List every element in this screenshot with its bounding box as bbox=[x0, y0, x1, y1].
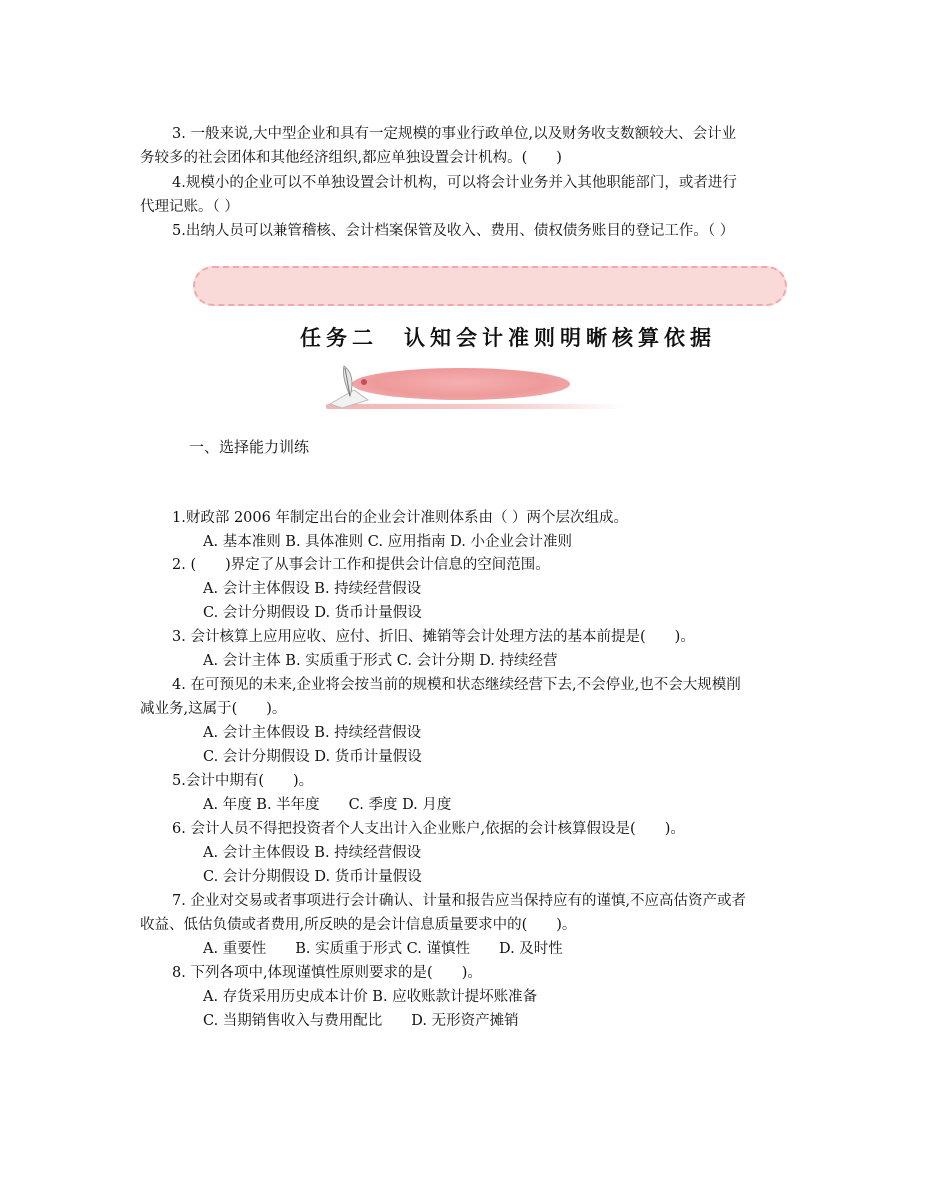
choice-question-2: 2. ( )界定了从事会计工作和提供会计信息的空间范围。 bbox=[172, 557, 550, 573]
question-3-text-line1: 3. 一般来说,大中型企业和具有一定规模的事业行政单位,以及财务收支数额较大、会计业 bbox=[172, 126, 737, 142]
choice-question-8: 8. 下列各项中,体现谨慎性原则要求的是( )。 bbox=[172, 965, 482, 981]
choice-question-3: 3. 会计核算上应用应收、应付、折旧、摊销等会计处理方法的基本前提是( )。 bbox=[172, 629, 695, 645]
choice-question-4-line1: 4. 在可预见的未来,企业将会按当前的规模和状态继续经营下去,不会停业,也不会大规模削 bbox=[172, 677, 741, 693]
question-3-text-line2: 务较多的社会团体和其他经济组织,都应单独设置会计机构。( ) bbox=[140, 150, 562, 166]
question-4-text-line1: 4.规模小的企业可以不单独设置会计机构，可以将会计业务并入其他职能部门，或者进行 bbox=[172, 175, 737, 191]
question-4-text-line2: 代理记账。（ ） bbox=[140, 199, 239, 215]
question-5-text: 5.出纳人员可以兼管稽核、会计档案保管及收入、费用、债权债务账目的登记工作。（ ） bbox=[172, 223, 735, 239]
choice-options-7: A. 重要性 B. 实质重于形式 C. 谨慎性 D. 及时性 bbox=[203, 941, 563, 957]
choice-options-6b: C. 会计分期假设 D. 货币计量假设 bbox=[203, 869, 422, 885]
choice-options-4b: C. 会计分期假设 D. 货币计量假设 bbox=[203, 749, 422, 765]
choice-question-5: 5.会计中期有( )。 bbox=[172, 773, 314, 789]
quill-icon bbox=[324, 360, 376, 410]
task-title: 任务二 认知会计准则明晰核算依据 bbox=[300, 326, 716, 350]
decorative-banner bbox=[193, 266, 787, 306]
choice-options-6a: A. 会计主体假设 B. 持续经营假设 bbox=[203, 845, 422, 861]
choice-options-3: A. 会计主体 B. 实质重于形式 C. 会计分期 D. 持续经营 bbox=[203, 653, 558, 669]
choice-options-2b: C. 会计分期假设 D. 货币计量假设 bbox=[203, 605, 422, 621]
choice-options-8b: C. 当期销售收入与费用配比 D. 无形资产摊销 bbox=[203, 1013, 519, 1029]
choice-options-4a: A. 会计主体假设 B. 持续经营假设 bbox=[203, 725, 422, 741]
section-heading: 一、选择能力训练 bbox=[189, 438, 310, 456]
choice-options-1: A. 基本准则 B. 具体准则 C. 应用指南 D. 小企业会计准则 bbox=[203, 534, 573, 550]
choice-question-6: 6. 会计人员不得把投资者个人支出计入企业账户,依据的会计核算假设是( )。 bbox=[172, 821, 685, 837]
choice-options-8a: A. 存货采用历史成本计价 B. 应收账款计提坏账准备 bbox=[203, 989, 538, 1005]
choice-question-4-line2: 减业务,这属于( )。 bbox=[140, 701, 287, 717]
decorative-pink-oval bbox=[352, 368, 570, 400]
choice-question-7-line2: 收益、低估负债或者费用,所反映的是会计信息质量要求中的( )。 bbox=[140, 917, 577, 933]
choice-options-5: A. 年度 B. 半年度 C. 季度 D. 月度 bbox=[203, 797, 452, 813]
choice-options-2a: A. 会计主体假设 B. 持续经营假设 bbox=[203, 581, 422, 597]
choice-question-7-line1: 7. 企业对交易或者事项进行会计确认、计量和报告应当保持应有的谨慎,不应高估资产或者 bbox=[172, 893, 747, 909]
choice-question-1: 1.财政部 2006 年制定出台的企业会计准则体系由（ ）两个层次组成。 bbox=[172, 510, 629, 526]
